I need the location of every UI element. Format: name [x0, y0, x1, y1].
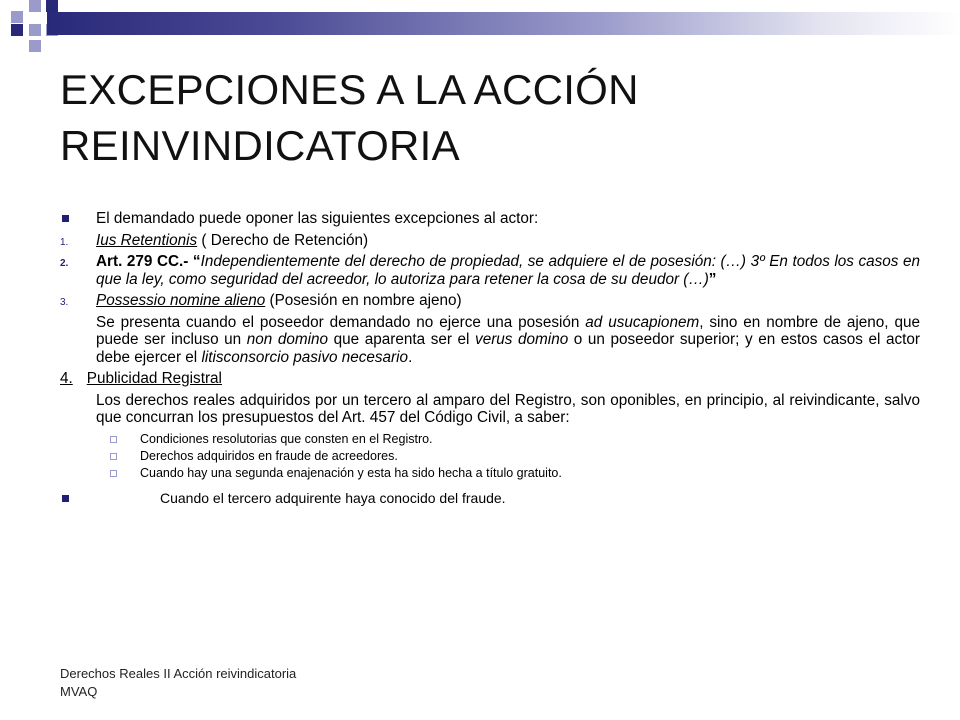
- list-item-3: [60, 292, 920, 310]
- item-heading-text: Publicidad Registral: [86, 370, 222, 387]
- quote-close: ”: [708, 270, 717, 288]
- paragraph-italic: non domino: [246, 331, 329, 348]
- sub-list-item: [60, 448, 920, 465]
- article-quote: Independientemente del derecho de propiedad, se adquiere el de posesión: (…) 3º En todos los casos en que la ley, como seguridad del acreedor, lo autoriza para retener la cosa de su deudor (…): [96, 253, 921, 288]
- item-3-paragraph: [60, 314, 920, 367]
- hollow-square-bullet-icon: [110, 453, 117, 460]
- paragraph-text: , sino en nombre de ajeno, que puede ser incluso un: [96, 313, 920, 348]
- deco-square: [11, 11, 23, 23]
- list-item-1: [60, 232, 920, 250]
- last-bullet-text: Cuando el tercero adquirente haya conocido del fraude.: [160, 489, 506, 506]
- sub-item-text: Derechos adquiridos en fraude de acreedores.: [140, 448, 398, 463]
- item-heading: [60, 370, 222, 387]
- item-term: Possessio nomine alieno: [96, 292, 266, 309]
- deco-square: [29, 24, 41, 36]
- hollow-square-bullet-icon: [110, 436, 117, 443]
- list-item-last: [60, 490, 920, 508]
- page-title: EXCEPCIONES A LA ACCIÓN REINVINDICATORIA: [60, 66, 639, 169]
- sub-item-text: Condiciones resolutorias que consten en el Registro.: [140, 431, 433, 446]
- deco-square: [29, 40, 41, 52]
- article-reference: Art. 279 CC.- “: [96, 253, 201, 270]
- slide-body: [60, 210, 920, 511]
- item-number: 4.: [60, 370, 73, 387]
- sub-item-text: Cuando hay una segunda enajenación y esta ha sido hecha a título gratuito.: [140, 465, 562, 480]
- paragraph-italic: verus domino: [475, 331, 569, 348]
- deco-square: [11, 24, 23, 36]
- paragraph-text: o un poseedor superior; y en estos casos el actor debe ejercer el: [96, 331, 920, 366]
- item-number: 1.: [60, 236, 69, 248]
- sub-list-item: [60, 431, 920, 448]
- paragraph-text: que aparenta ser el: [328, 331, 476, 348]
- header-decoration: [0, 0, 960, 60]
- paragraph-text: Se presenta cuando el poseedor demandado no ejerce una posesión: [96, 313, 586, 331]
- paragraph-text: .: [408, 348, 413, 366]
- item-text: ( Derecho de Retención): [197, 231, 369, 249]
- list-item-intro: [60, 210, 920, 228]
- paragraph-italic: litisconsorcio pasivo necesario: [201, 348, 409, 366]
- paragraph-italic: ad usucapionem: [585, 313, 700, 331]
- sub-list-item: [60, 465, 920, 482]
- list-item-2: [60, 253, 920, 288]
- item-4-paragraph: Los derechos reales adquiridos por un tercero al amparo del Registro, son oponibles, en principio, al reivindicante, salvo que concurran los presupuestos del Art. 457 del Código Civil, a saber:: [96, 391, 920, 426]
- item-text: (Posesión en nombre ajeno): [265, 292, 462, 309]
- hollow-square-bullet-icon: [110, 470, 117, 477]
- square-bullet-icon: [62, 215, 69, 222]
- item-number: 2.: [60, 258, 69, 269]
- list-item-4: [60, 370, 920, 388]
- header-gradient-bar: [47, 12, 960, 35]
- item-term: Ius Retentionis: [96, 231, 198, 249]
- square-bullet-icon: [62, 495, 69, 502]
- footer-text: Derechos Reales II Acción reivindicatoria MVAQ: [60, 666, 297, 699]
- item-number: 3.: [60, 297, 69, 308]
- deco-square: [46, 0, 58, 12]
- deco-square: [29, 0, 41, 12]
- intro-text: El demandado puede oponer las siguientes excepciones al actor:: [96, 210, 539, 227]
